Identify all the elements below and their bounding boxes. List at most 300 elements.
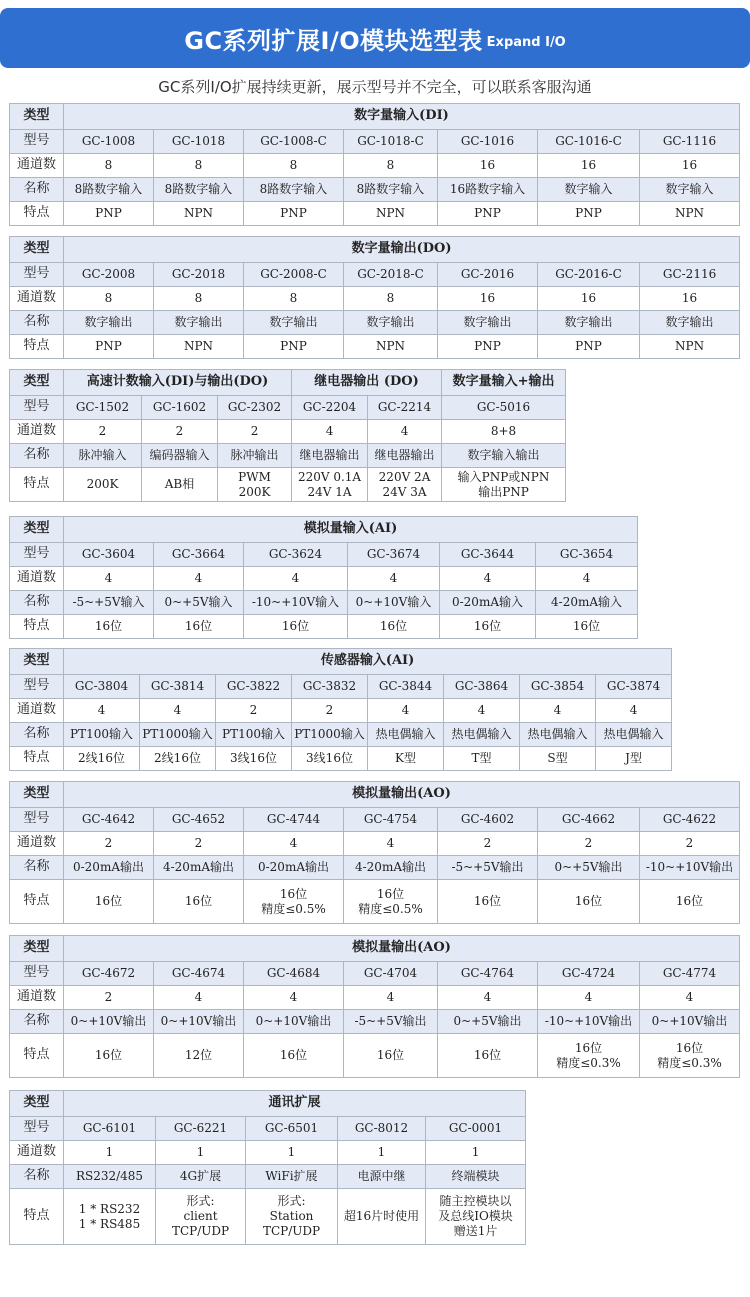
table-cell [640, 335, 740, 359]
channels-row [10, 154, 740, 178]
table-ao1 [9, 781, 740, 924]
table-cell [292, 468, 368, 502]
cell-line: Station [269, 1209, 314, 1223]
channels-label [10, 1141, 64, 1165]
cell-text: PT100输入 [70, 727, 133, 741]
table-cell [244, 543, 348, 567]
cell-text: 4 [477, 703, 486, 717]
cell-text: GC-3864 [454, 679, 509, 693]
cell-text: 1 [471, 1145, 480, 1159]
table-cell [64, 1165, 156, 1189]
table-cell [64, 154, 154, 178]
table-cell [438, 808, 538, 832]
table-cell [640, 1034, 740, 1078]
cell-line: 16位 [574, 894, 603, 908]
cell-text: PNP [575, 339, 602, 353]
table-cell [244, 287, 344, 311]
channels-row [10, 699, 672, 723]
cell-text: GC-2016 [460, 267, 515, 281]
model-row [10, 130, 740, 154]
cell-text: 4 [629, 703, 638, 717]
cell-text: PNP [575, 206, 602, 220]
table-cell [244, 832, 344, 856]
cell-text: PNP [474, 206, 501, 220]
cell-line: 16位 [675, 1040, 704, 1055]
table-cell [520, 675, 596, 699]
cell-line: 16位 [376, 886, 405, 901]
cell-text: 模拟量输入(AI) [303, 521, 398, 537]
type-label [10, 517, 64, 543]
table-cell [292, 444, 368, 468]
cell-text: 0-20mA输出 [257, 860, 329, 874]
cell-text: GC-4744 [266, 812, 321, 826]
table-cell [538, 832, 640, 856]
cell-text: GC-2204 [302, 400, 357, 414]
channels-label [10, 154, 64, 178]
cell-text: 4 [483, 571, 492, 585]
table-cell [536, 591, 638, 615]
table-cell [538, 154, 640, 178]
category-title [64, 370, 292, 396]
type-label [10, 1091, 64, 1117]
cell-text: -10~+10V输出 [645, 860, 734, 874]
cell-text: 4-20mA输出 [354, 860, 426, 874]
cell-text: GC-1016-C [555, 134, 622, 148]
cell-text: 名称 [23, 594, 50, 610]
type-label [10, 370, 64, 396]
cell-text: 2 [104, 836, 113, 850]
cell-text: GC-6101 [82, 1121, 137, 1135]
table-cell [444, 675, 520, 699]
cell-text: 数字输出 [84, 315, 133, 329]
table-cell [640, 154, 740, 178]
table-cell [154, 591, 244, 615]
cell-text: GC-3854 [530, 679, 585, 693]
cell-text: 脉冲输入 [78, 448, 127, 462]
feature-label [10, 202, 64, 226]
cell-text: 8 [194, 158, 203, 172]
cell-text: 类型 [23, 374, 50, 390]
cell-line: PWM [238, 469, 271, 484]
cell-text: GC-8012 [354, 1121, 409, 1135]
cell-text: 数字量输出(DO) [351, 241, 452, 257]
cell-text: 16路数字输入 [449, 182, 526, 196]
table-cell [344, 335, 438, 359]
model-row [10, 396, 566, 420]
cell-text: 特点 [23, 618, 50, 634]
cell-text: NPN [183, 206, 214, 220]
table-cell [338, 1141, 426, 1165]
cell-text: 1 [287, 1145, 296, 1159]
type-label [10, 104, 64, 130]
cell-line: 精度≤0.5% [358, 901, 423, 916]
cell-text: 16位 [473, 619, 502, 633]
cell-text: 数字输出 [564, 315, 613, 329]
table-cell [154, 832, 244, 856]
table-cell [426, 1189, 526, 1245]
cell-text: 热电偶输入 [603, 727, 664, 741]
cell-text: -5~+5V输入 [72, 595, 145, 609]
cell-text: 2 [325, 703, 334, 717]
cell-line: 1 * RS232 [78, 1201, 141, 1216]
cell-text: GC-2018 [171, 267, 226, 281]
name-row [10, 178, 740, 202]
table-cell [344, 311, 438, 335]
table-cell [640, 1010, 740, 1034]
table-cell [292, 396, 368, 420]
table-cell [244, 1010, 344, 1034]
cell-text: 通道数 [16, 835, 56, 851]
cell-text: GC-3664 [171, 547, 226, 561]
table-cell [64, 1141, 156, 1165]
type-row [10, 104, 740, 130]
table-cell [344, 1034, 438, 1078]
table-cell [538, 880, 640, 924]
cell-text: GC-4684 [266, 966, 321, 980]
category-title [64, 1091, 526, 1117]
cell-text: 继电器输出 [374, 448, 435, 462]
table-cell [640, 287, 740, 311]
cell-text: 通道数 [16, 570, 56, 586]
table-cell [440, 567, 536, 591]
cell-text: GC-4672 [81, 966, 136, 980]
table-cell [154, 615, 244, 639]
feature-label [10, 1034, 64, 1078]
cell-text: J型 [625, 751, 642, 765]
cell-text: 数字量输入(DI) [354, 108, 449, 124]
cell-text: 4 [553, 703, 562, 717]
model-label [10, 808, 64, 832]
page-title-english: Expand I/O [486, 34, 566, 50]
table-cell [154, 311, 244, 335]
cell-text: 模拟量输出(AO) [352, 940, 451, 956]
cell-line: 赠送1片 [453, 1224, 498, 1238]
type-label [10, 649, 64, 675]
table-cell [440, 591, 536, 615]
cell-text: T型 [471, 751, 492, 765]
table-cell [538, 962, 640, 986]
cell-text: GC-5016 [476, 400, 531, 414]
cell-line: 精度≤0.3% [657, 1055, 722, 1070]
cell-text: 4G扩展 [179, 1169, 222, 1183]
table-cell [64, 543, 154, 567]
feature-row [10, 335, 740, 359]
table-cell [218, 420, 292, 444]
model-row [10, 675, 672, 699]
channels-label [10, 986, 64, 1010]
table-cell [344, 287, 438, 311]
cell-text: 数字输入 [564, 182, 613, 196]
model-label [10, 962, 64, 986]
cell-text: 8路数字输入 [356, 182, 425, 196]
cell-text: 8 [289, 291, 298, 305]
table-cell [218, 444, 292, 468]
cell-text: 名称 [23, 859, 50, 875]
table-cell [154, 1034, 244, 1078]
cell-line: 精度≤0.3% [556, 1055, 621, 1070]
model-label [10, 396, 64, 420]
table-cell [538, 311, 640, 335]
table-cell [442, 468, 566, 502]
cell-text: 2 [175, 424, 184, 438]
model-label [10, 263, 64, 287]
cell-text: -10~+10V输出 [544, 1014, 633, 1028]
cell-text: 16 [479, 158, 496, 172]
table-cell [64, 856, 154, 880]
table-cell [538, 178, 640, 202]
name-row [10, 591, 638, 615]
cell-text: 2 [249, 703, 258, 717]
cell-text: 数字输入 [665, 182, 714, 196]
table-cell [140, 747, 216, 771]
table-cell [520, 747, 596, 771]
table-cell [596, 747, 672, 771]
table-cell [154, 808, 244, 832]
cell-text: 名称 [23, 1168, 50, 1184]
cell-text: 4 [194, 990, 203, 1004]
table-cell [538, 263, 640, 287]
cell-text: 热电偶输入 [375, 727, 436, 741]
cell-text: 传感器输入(AI) [320, 653, 415, 669]
cell-text: 0~+5V输出 [453, 1014, 522, 1028]
cell-line: 1 * RS485 [78, 1216, 141, 1231]
cell-line: 及总线IO模块 [438, 1209, 513, 1223]
cell-text: GC-3604 [81, 547, 136, 561]
model-row [10, 808, 740, 832]
type-label [10, 782, 64, 808]
cell-line: 200K [238, 484, 271, 499]
table-di [9, 103, 740, 226]
table-cell [596, 723, 672, 747]
table-cell [154, 263, 244, 287]
table-cell [440, 543, 536, 567]
table-cell [216, 699, 292, 723]
cell-text: 16位 [572, 619, 601, 633]
cell-text: PT100输入 [222, 727, 285, 741]
cell-line: 220V 0.1A [297, 469, 362, 484]
table-cell [218, 468, 292, 502]
table-cell [244, 154, 344, 178]
table-cell [426, 1117, 526, 1141]
table-cell [244, 130, 344, 154]
feature-row [10, 747, 672, 771]
cell-text: 终端模块 [451, 1169, 500, 1183]
cell-text: 特点 [23, 205, 50, 221]
cell-text: 继电器输出 (DO) [314, 374, 419, 390]
type-label [10, 237, 64, 263]
cell-text: 4-20mA输入 [551, 595, 623, 609]
cell-text: -5~+5V输出 [354, 1014, 427, 1028]
table-cell [368, 747, 444, 771]
cell-text: 类型 [23, 786, 50, 802]
cell-text: GC-2302 [227, 400, 282, 414]
cell-text: 通道数 [16, 702, 56, 718]
cell-text: 名称 [23, 447, 50, 463]
channels-label [10, 567, 64, 591]
table-cell [640, 962, 740, 986]
cell-text: 4 [291, 571, 300, 585]
cell-text: 编码器输入 [149, 448, 210, 462]
feature-row [10, 880, 740, 924]
channels-label [10, 420, 64, 444]
cell-text: GC-4622 [662, 812, 717, 826]
cell-text: NPN [674, 206, 705, 220]
cell-text: 0~+5V输入 [164, 595, 233, 609]
table-cell [244, 178, 344, 202]
cell-line: 220V 2A [378, 469, 431, 484]
cell-text: 模拟量输出(AO) [352, 786, 451, 802]
cell-line: 16位 [574, 1040, 603, 1055]
cell-text: 名称 [23, 181, 50, 197]
cell-text: 通道数 [16, 1144, 56, 1160]
table-cell [216, 747, 292, 771]
cell-text: 16 [580, 158, 597, 172]
cell-text: 4 [104, 571, 113, 585]
table-cell [154, 202, 244, 226]
cell-text: 8 [104, 158, 113, 172]
title-banner [0, 8, 750, 68]
cell-text: GC-2116 [662, 267, 717, 281]
cell-text: 型号 [23, 399, 50, 415]
table-cell [348, 615, 440, 639]
cell-text: 4 [97, 703, 106, 717]
table-cell [64, 420, 142, 444]
model-label [10, 675, 64, 699]
table-cell [292, 675, 368, 699]
table-cell [64, 986, 154, 1010]
cell-line: TCP/UDP [262, 1224, 321, 1238]
table-cell [154, 178, 244, 202]
cell-text: 名称 [23, 1013, 50, 1029]
table-ai [9, 516, 638, 639]
table-cell [64, 444, 142, 468]
cell-text: 特点 [23, 338, 50, 354]
cell-text: 热电偶输入 [451, 727, 512, 741]
cell-text: 2 [194, 836, 203, 850]
cell-text: 4 [401, 703, 410, 717]
cell-text: GC-3674 [366, 547, 421, 561]
feature-label [10, 747, 64, 771]
table-cell [154, 130, 244, 154]
cell-text: 2 [104, 990, 113, 1004]
cell-text: 特点 [23, 476, 50, 492]
cell-text: RS232/485 [75, 1169, 144, 1183]
table-cell [640, 178, 740, 202]
table-cell [442, 396, 566, 420]
cell-text: 16位 [184, 619, 213, 633]
table-cell [438, 287, 538, 311]
cell-text: 类型 [23, 521, 50, 537]
table-cell [154, 880, 244, 924]
table-cell [154, 335, 244, 359]
feature-row [10, 1034, 740, 1078]
name-row [10, 856, 740, 880]
model-label [10, 543, 64, 567]
table-cell [64, 335, 154, 359]
cell-text: GC-1008-C [260, 134, 327, 148]
cell-text: 类型 [23, 241, 50, 257]
table-cell [244, 591, 348, 615]
cell-text: 16 [681, 158, 698, 172]
table-cell [438, 986, 538, 1010]
channels-label [10, 287, 64, 311]
table-cell [244, 263, 344, 287]
feature-row [10, 1189, 526, 1245]
table-cell [64, 675, 140, 699]
table-cell [444, 699, 520, 723]
cell-line: TCP/UDP [171, 1224, 230, 1238]
table-cell [64, 591, 154, 615]
cell-line: 输出PNP [478, 484, 529, 499]
cell-text: 通道数 [16, 157, 56, 173]
category-title [64, 782, 740, 808]
cell-line: 16位 [184, 894, 213, 908]
table-cell [520, 723, 596, 747]
table-cell [640, 856, 740, 880]
table-cell [438, 178, 538, 202]
cell-line: 形式: [277, 1194, 306, 1208]
cell-text: 脉冲输出 [230, 448, 279, 462]
name-label [10, 723, 64, 747]
table-cell [64, 723, 140, 747]
name-label [10, 856, 64, 880]
table-cell [438, 1010, 538, 1034]
cell-text: 数字输出 [366, 315, 415, 329]
table-cell [244, 962, 344, 986]
table-cell [538, 335, 640, 359]
cell-text: 8路数字输入 [74, 182, 143, 196]
table-cell [438, 154, 538, 178]
cell-text: GC-4724 [561, 966, 616, 980]
table-cell [438, 1034, 538, 1078]
table-cell [154, 1010, 244, 1034]
cell-text: GC-4642 [81, 812, 136, 826]
cell-text: NPN [375, 206, 406, 220]
cell-line: 16位 [675, 894, 704, 908]
table-cell [596, 699, 672, 723]
table-cell [344, 1010, 438, 1034]
cell-line: 16位 [279, 886, 308, 901]
table-cell [154, 567, 244, 591]
table-cell [244, 311, 344, 335]
cell-line: 16位 [473, 1048, 502, 1062]
table-cell [640, 808, 740, 832]
cell-text: 16 [479, 291, 496, 305]
table-cell [244, 202, 344, 226]
cell-text: GC-0001 [448, 1121, 503, 1135]
cell-text: 4 [483, 990, 492, 1004]
cell-text: GC-3874 [606, 679, 661, 693]
cell-text: 0~+10V输入 [355, 595, 432, 609]
subtitle: GC系列I/O扩展持续更新，展示型号并不完全，可以联系客服沟通 [158, 78, 592, 96]
table-cell [344, 154, 438, 178]
cell-text: 型号 [23, 678, 50, 694]
channels-row [10, 420, 566, 444]
table-cell [64, 747, 140, 771]
table-cell [244, 986, 344, 1010]
table-cell [244, 856, 344, 880]
name-row [10, 444, 566, 468]
cell-text: GC-2008-C [260, 267, 327, 281]
table-cell [640, 986, 740, 1010]
table-cell [344, 202, 438, 226]
name-label [10, 1165, 64, 1189]
type-row [10, 517, 638, 543]
table-cell [368, 468, 442, 502]
table-cell [246, 1117, 338, 1141]
table-cell [142, 444, 218, 468]
cell-text: GC-3804 [74, 679, 129, 693]
